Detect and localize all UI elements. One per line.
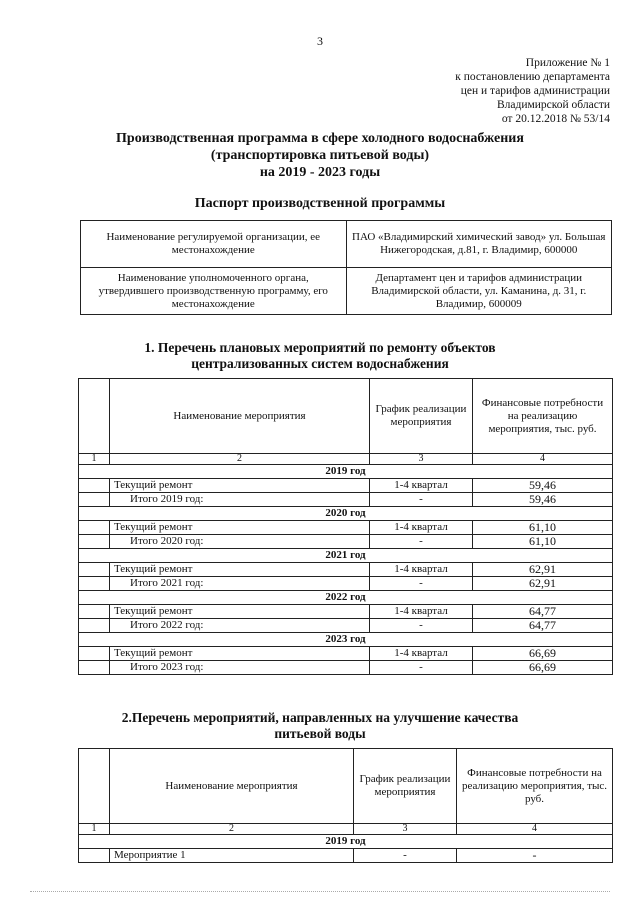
- appendix-line: от 20.12.2018 № 53/14: [501, 113, 610, 125]
- activity-name: Итого 2021 год:: [110, 577, 370, 591]
- row-index-cell: [79, 605, 110, 619]
- year-label: 2019 год: [79, 465, 613, 479]
- column-number: 4: [457, 824, 613, 835]
- table-header-row: [79, 379, 613, 454]
- table-row: [79, 849, 613, 863]
- year-row: [79, 591, 613, 605]
- activity-name: Текущий ремонт: [110, 479, 370, 493]
- amount-cell: -: [457, 849, 613, 863]
- table-row: [79, 577, 613, 591]
- column-number: 1: [79, 454, 110, 465]
- activity-name: Текущий ремонт: [110, 605, 370, 619]
- amount-cell: 64,77: [473, 605, 613, 619]
- activity-name: Текущий ремонт: [110, 647, 370, 661]
- passport-row: [81, 221, 612, 268]
- year-row: [79, 633, 613, 647]
- schedule-cell: 1-4 квартал: [370, 563, 473, 577]
- appendix-line: Приложение № 1: [525, 57, 610, 69]
- activity-name: Мероприятие 1: [110, 849, 354, 863]
- amount-cell: 59,46: [473, 479, 613, 493]
- column-number-row: [79, 824, 613, 835]
- year-row: [79, 835, 613, 849]
- quality-plan-table: [78, 748, 613, 863]
- amount-cell: 61,10: [473, 535, 613, 549]
- year-label: 2020 год: [79, 507, 613, 521]
- title-line: Производственная программа в сфере холодного водоснабжения: [116, 131, 524, 146]
- amount-cell: 62,91: [473, 563, 613, 577]
- column-number: 3: [354, 824, 457, 835]
- column-number: 2: [110, 824, 354, 835]
- appendix-line: Владимирской области: [496, 99, 610, 111]
- table-row: [79, 493, 613, 507]
- amount-cell: 66,69: [473, 647, 613, 661]
- activity-name: Текущий ремонт: [110, 563, 370, 577]
- table-row: [79, 619, 613, 633]
- year-row: [79, 549, 613, 563]
- table-row: [79, 563, 613, 577]
- row-index-cell: [79, 577, 110, 591]
- column-header: График реализации мероприятия: [370, 379, 473, 454]
- schedule-cell: -: [370, 577, 473, 591]
- column-header: Наименование мероприятия: [110, 379, 370, 454]
- column-number: 3: [370, 454, 473, 465]
- schedule-cell: -: [370, 661, 473, 675]
- row-index-cell: [79, 849, 110, 863]
- passport-label: Наименование уполномоченного органа, утвердившего производственную программу, его местонахождение: [81, 268, 347, 315]
- title-line: на 2019 - 2023 годы: [259, 165, 381, 180]
- passport-value: Департамент цен и тарифов администрации Владимирской области, ул. Каманина, д. 31, г. Владимир, 600009: [346, 268, 612, 315]
- row-index-cell: [79, 479, 110, 493]
- schedule-cell: -: [370, 493, 473, 507]
- page-number: 3: [317, 34, 323, 48]
- activity-name: Итого 2022 год:: [110, 619, 370, 633]
- column-header: Наименование мероприятия: [110, 749, 354, 824]
- section2-heading-line: питьевой воды: [274, 726, 366, 741]
- table-row: [79, 661, 613, 675]
- activity-name: Итого 2023 год:: [110, 661, 370, 675]
- amount-cell: 64,77: [473, 619, 613, 633]
- repair-plan-table: [78, 378, 613, 675]
- column-number: 1: [79, 824, 110, 835]
- schedule-cell: -: [354, 849, 457, 863]
- table-row: [79, 605, 613, 619]
- column-header: График реализации мероприятия: [354, 749, 457, 824]
- amount-cell: 61,10: [473, 521, 613, 535]
- schedule-cell: 1-4 квартал: [370, 647, 473, 661]
- year-label: 2019 год: [79, 835, 613, 849]
- schedule-cell: 1-4 квартал: [370, 521, 473, 535]
- schedule-cell: 1-4 квартал: [370, 479, 473, 493]
- row-index-cell: [79, 661, 110, 675]
- section1-heading-line: 1. Перечень плановых мероприятий по ремонту объектов: [144, 340, 496, 355]
- passport-label: Наименование регулируемой организации, ее местонахождение: [81, 221, 347, 268]
- row-index-cell: [79, 521, 110, 535]
- activity-name: Итого 2019 год:: [110, 493, 370, 507]
- amount-cell: 66,69: [473, 661, 613, 675]
- section2-heading-line: 2.Перечень мероприятий, направленных на улучшение качества: [121, 710, 519, 725]
- scan-artifact-line: [30, 891, 610, 893]
- row-index-cell: [79, 493, 110, 507]
- column-header: Финансовые потребности на реализацию мероприятия, тыс. руб.: [457, 749, 613, 824]
- appendix-line: цен и тарифов администрации: [460, 85, 610, 97]
- activity-name: Текущий ремонт: [110, 521, 370, 535]
- column-number-row: [79, 454, 613, 465]
- year-row: [79, 507, 613, 521]
- schedule-cell: 1-4 квартал: [370, 605, 473, 619]
- year-label: 2022 год: [79, 591, 613, 605]
- column-header: Финансовые потребности на реализацию мероприятия, тыс. руб.: [473, 379, 613, 454]
- passport-table: [80, 220, 612, 315]
- amount-cell: 62,91: [473, 577, 613, 591]
- column-number: 2: [110, 454, 370, 465]
- table-header-row: [79, 749, 613, 824]
- amount-cell: 59,46: [473, 493, 613, 507]
- appendix-block: [410, 56, 610, 126]
- row-index-cell: [79, 619, 110, 633]
- schedule-cell: -: [370, 619, 473, 633]
- column-header: [79, 379, 110, 454]
- table-row: [79, 521, 613, 535]
- schedule-cell: -: [370, 535, 473, 549]
- document-title: [0, 130, 640, 181]
- year-row: [79, 465, 613, 479]
- column-number: 4: [473, 454, 613, 465]
- row-index-cell: [79, 647, 110, 661]
- passport-row: [81, 268, 612, 315]
- row-index-cell: [79, 563, 110, 577]
- title-line: (транспортировка питьевой воды): [210, 148, 430, 163]
- row-index-cell: [79, 535, 110, 549]
- section2-heading: [0, 710, 640, 742]
- table-row: [79, 479, 613, 493]
- passport-value: ПАО «Владимирский химический завод» ул. Большая Нижегородская, д.81, г. Владимир, 600000: [346, 221, 612, 268]
- column-header: [79, 749, 110, 824]
- year-label: 2021 год: [79, 549, 613, 563]
- activity-name: Итого 2020 год:: [110, 535, 370, 549]
- section1-heading: [0, 340, 640, 372]
- table-row: [79, 647, 613, 661]
- passport-heading: Паспорт производственной программы: [194, 196, 446, 211]
- section1-heading-line: централизованных систем водоснабжения: [191, 356, 449, 371]
- appendix-line: к постановлению департамента: [455, 71, 610, 83]
- table-row: [79, 535, 613, 549]
- year-label: 2023 год: [79, 633, 613, 647]
